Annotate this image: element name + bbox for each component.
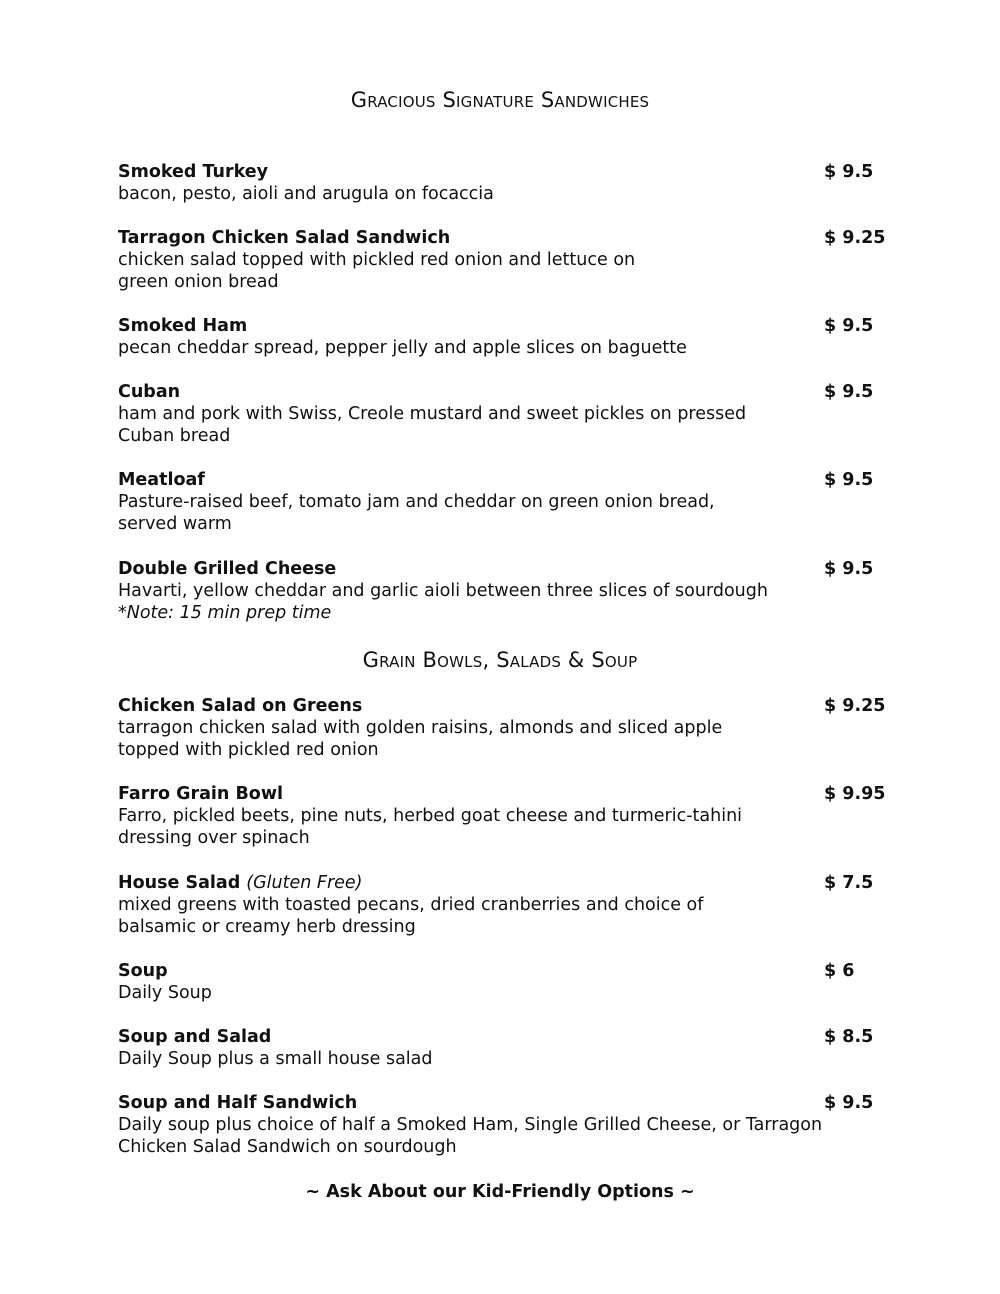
description-line: Daily Soup plus a small house salad <box>118 1049 433 1069</box>
item-name: Smoked Turkey <box>118 162 269 182</box>
item-description <box>118 1048 878 1070</box>
item-price: $ 8.5 <box>824 1027 874 1047</box>
item-price: $ 9.95 <box>824 784 886 804</box>
description-line: Havarti, yellow cheddar and garlic aioli between three slices of sourdough <box>118 581 768 601</box>
description-line: tarragon chicken salad with golden raisins, almonds and sliced apple <box>118 718 723 738</box>
item-price: $ 9.5 <box>824 559 874 579</box>
item-description <box>118 580 878 624</box>
menu-item-tarragon-chicken-salad-sandwich <box>118 227 886 293</box>
item-price: $ 9.25 <box>824 696 886 716</box>
item-name: Soup and Salad <box>118 1027 272 1047</box>
description-line: dressing over spinach <box>118 828 310 848</box>
gluten-free-note: (Gluten Free) <box>246 873 363 893</box>
description-line: Pasture-raised beef, tomato jam and cheddar on green onion bread, <box>118 492 715 512</box>
description-line: pecan cheddar spread, pepper jelly and apple slices on baguette <box>118 338 687 358</box>
menu-item-house-salad <box>118 872 878 938</box>
item-name: Soup and Half Sandwich <box>118 1093 358 1113</box>
item-description <box>118 337 878 359</box>
item-price: $ 9.5 <box>824 316 874 336</box>
item-description <box>118 1114 878 1158</box>
kid-friendly-note: ~ Ask About our Kid-Friendly Options ~ <box>305 1182 695 1202</box>
menu-item-meatloaf <box>118 469 878 535</box>
item-description <box>118 249 878 293</box>
menu-item-cuban <box>118 381 878 447</box>
item-price: $ 7.5 <box>824 873 874 893</box>
description-line: chicken salad topped with pickled red onion and lettuce on <box>118 250 636 270</box>
item-name: Soup <box>118 961 168 981</box>
prep-time-note: *Note: 15 min prep time <box>118 603 332 623</box>
description-line: balsamic or creamy herb dressing <box>118 917 416 937</box>
section-title-grain-bowls: Grain Bowls, Salads & Soup <box>362 648 638 672</box>
item-description <box>118 982 878 1004</box>
menu-item-soup <box>118 960 878 1004</box>
menu-item-smoked-turkey <box>118 161 878 205</box>
description-line: served warm <box>118 514 232 534</box>
item-price: $ 9.25 <box>824 228 886 248</box>
description-line: Farro, pickled beets, pine nuts, herbed goat cheese and turmeric-tahini <box>118 806 743 826</box>
description-line: bacon, pesto, aioli and arugula on focaccia <box>118 184 494 204</box>
description-line: mixed greens with toasted pecans, dried cranberries and choice of <box>118 895 704 915</box>
item-description <box>118 491 878 535</box>
item-description <box>118 894 878 938</box>
item-name: Double Grilled Cheese <box>118 559 337 579</box>
description-line: Daily soup plus choice of half a Smoked Ham, Single Grilled Cheese, or Tarragon <box>118 1115 823 1135</box>
item-name: Farro Grain Bowl <box>118 784 283 804</box>
item-name: Tarragon Chicken Salad Sandwich <box>118 228 451 248</box>
item-price: $ 9.5 <box>824 1093 874 1113</box>
item-description <box>118 403 878 447</box>
description-line: Daily Soup <box>118 983 212 1003</box>
menu-item-smoked-ham <box>118 315 878 359</box>
description-line: topped with pickled red onion <box>118 740 379 760</box>
description-line: Chicken Salad Sandwich on sourdough <box>118 1137 457 1157</box>
item-price: $ 9.5 <box>824 162 874 182</box>
description-line: ham and pork with Swiss, Creole mustard and sweet pickles on pressed <box>118 404 747 424</box>
item-price: $ 9.5 <box>824 382 874 402</box>
section-title-sandwiches: Gracious Signature Sandwiches <box>350 88 650 112</box>
item-name: Meatloaf <box>118 470 205 490</box>
menu-item-double-grilled-cheese <box>118 558 878 624</box>
menu-item-chicken-salad-on-greens <box>118 695 886 761</box>
item-name-row <box>118 872 878 894</box>
menu-item-soup-and-half-sandwich <box>118 1092 878 1158</box>
description-line: green onion bread <box>118 272 279 292</box>
item-description <box>118 717 878 761</box>
description-line: Cuban bread <box>118 426 231 446</box>
menu-item-farro-grain-bowl <box>118 783 886 849</box>
item-description <box>118 183 878 205</box>
item-price: $ 6 <box>824 961 855 981</box>
item-description <box>118 805 878 849</box>
item-name: Smoked Ham <box>118 316 248 336</box>
item-price: $ 9.5 <box>824 470 874 490</box>
menu-item-soup-and-salad <box>118 1026 878 1070</box>
item-name: Chicken Salad on Greens <box>118 696 363 716</box>
item-name: Cuban <box>118 382 181 402</box>
item-name: House Salad <box>118 873 241 893</box>
